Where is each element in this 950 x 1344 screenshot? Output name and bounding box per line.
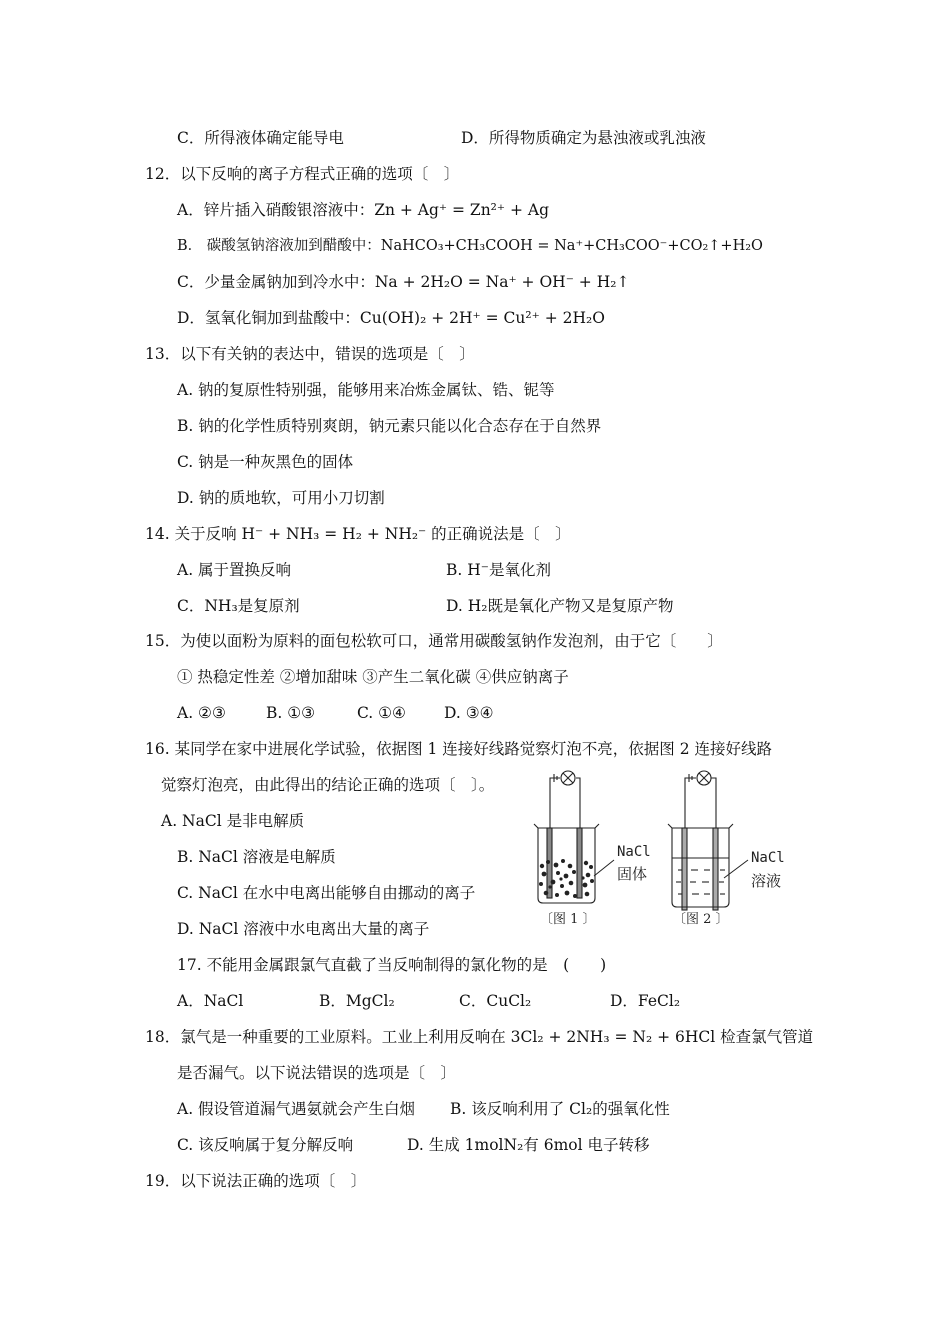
q12-option-b: B． 碳酸氢钠溶液加到醋酸中：NaHCO₃+CH₃COOH = Na⁺+CH₃COO⁻+CO₂↑+H₂O xyxy=(177,238,763,254)
q18-option-b: B. 该反响利用了 Cl₂的强氧化性 xyxy=(450,1100,670,1118)
q16-figure xyxy=(528,766,798,931)
q17-option-a: A．NaCl xyxy=(177,992,244,1010)
q13-option-a: A. 钠的复原性特别强，能够用来冶炼金属钛、锆、铌等 xyxy=(177,381,555,399)
fig1-beaker-setup xyxy=(534,771,599,903)
q19-stem: 19．以下说法正确的选项〔 〕 xyxy=(145,1172,367,1190)
q13-stem: 13．以下有关钠的表达中，错误的选项是〔 〕 xyxy=(145,345,475,363)
q15-items: ① 热稳定性差 ②增加甜味 ③产生二氧化碳 ④供应钠离子 xyxy=(177,668,569,686)
q14-stem: 14. 关于反响 H⁻ + NH₃ = H₂ + NH₂⁻ 的正确说法是〔 〕 xyxy=(145,525,571,543)
fig2-leader-line xyxy=(724,860,748,878)
q13-option-d: D. 钠的质地软，可用小刀切割 xyxy=(177,489,385,507)
q18-stem-line2: 是否漏气。以下说法错误的选项是〔 〕 xyxy=(177,1064,457,1082)
q15-option-d: D. ③④ xyxy=(444,704,494,722)
fig1-label-line1: NaCl xyxy=(617,844,651,860)
q15-option-c: C. ①④ xyxy=(357,704,406,722)
q18-option-a: A. 假设管道漏气遇氨就会产生白烟 xyxy=(177,1100,416,1118)
q14-option-b: B. H⁻是氧化剂 xyxy=(446,561,551,579)
q12-stem: 12．以下反响的离子方程式正确的选项〔 〕 xyxy=(145,165,460,183)
fig1-caption: 〔图 1 〕 xyxy=(540,912,596,927)
q16-stem-line1: 16. 某同学在家中进展化学试验，依据图 1 连接好线路觉察灯泡不亮，依据图 2 连接好线路 xyxy=(145,740,773,758)
q18-option-d: D. 生成 1molN₂有 6mol 电子转移 xyxy=(407,1136,650,1154)
q11-option-c: C．所得液体确定能导电 xyxy=(177,129,344,147)
q14-option-c: C．NH₃是复原剂 xyxy=(177,597,300,615)
fig2-label-line1: NaCl xyxy=(751,850,785,866)
q15-option-b: B. ①③ xyxy=(266,704,316,722)
q17-option-d: D．FeCl₂ xyxy=(610,992,681,1010)
fig2-electrode-right xyxy=(713,828,718,910)
q18-option-c: C. 该反响属于复分解反响 xyxy=(177,1136,354,1154)
q14-option-a: A. 属于置换反响 xyxy=(177,561,292,579)
q13-option-c: C. 钠是一种灰黑色的固体 xyxy=(177,453,354,471)
q15-stem: 15．为使以面粉为原料的面包松软可口，通常用碳酸氢钠作发泡剂，由于它〔 〕 xyxy=(145,632,723,650)
q12-option-d: D．氢氧化铜加到盐酸中：Cu(OH)₂ + 2H⁺ = Cu²⁺ + 2H₂O xyxy=(177,309,605,327)
q11-option-d: D．所得物质确定为悬浊液或乳浊液 xyxy=(461,129,706,147)
q16-option-a: A. NaCl 是非电解质 xyxy=(161,812,305,830)
q17-option-b: B．MgCl₂ xyxy=(319,992,395,1010)
q14-option-d: D. H₂既是氧化产物又是复原产物 xyxy=(446,597,674,615)
q12-option-a: A．锌片插入硝酸银溶液中：Zn + Ag⁺ = Zn²⁺ + Ag xyxy=(177,201,550,219)
q16-option-b: B. NaCl 溶液是电解质 xyxy=(177,848,336,866)
q16-stem-line2: 觉察灯泡亮，由此得出的结论正确的选项〔 〕。 xyxy=(161,776,495,794)
q15-option-a: A. ②③ xyxy=(177,704,226,722)
q16-circuit-diagram xyxy=(528,766,798,931)
q16-option-d: D. NaCl 溶液中水电离出大量的离子 xyxy=(177,920,430,938)
q18-stem-line1: 18．氯气是一种重要的工业原料。工业上利用反响在 3Cl₂ + 2NH₃ = N₂ + 6HCl 检查氯气管道 xyxy=(145,1028,814,1046)
q12-option-c: C．少量金属钠加到冷水中：Na + 2H₂O = Na⁺ + OH⁻ + H₂↑ xyxy=(177,273,630,291)
fig2-label-line2: 溶液 xyxy=(751,872,782,890)
fig2-beaker-setup xyxy=(668,771,733,910)
fig1-leader-line xyxy=(594,860,614,876)
fig2-caption: 〔图 2 〕 xyxy=(673,912,729,927)
fig1-label-line2: 固体 xyxy=(617,865,648,883)
q16-option-c: C. NaCl 在水中电离出能够自由挪动的离子 xyxy=(177,884,476,902)
q17-stem: 17. 不能用金属跟氯气直截了当反响制得的氯化物的是 ( ) xyxy=(177,956,607,974)
q13-option-b: B. 钠的化学性质特别爽朗，钠元素只能以化合态存在于自然界 xyxy=(177,417,602,435)
fig2-electrode-left xyxy=(682,828,687,910)
fig1-electrode-right xyxy=(577,828,582,898)
q17-option-c: C．CuCl₂ xyxy=(459,992,532,1010)
